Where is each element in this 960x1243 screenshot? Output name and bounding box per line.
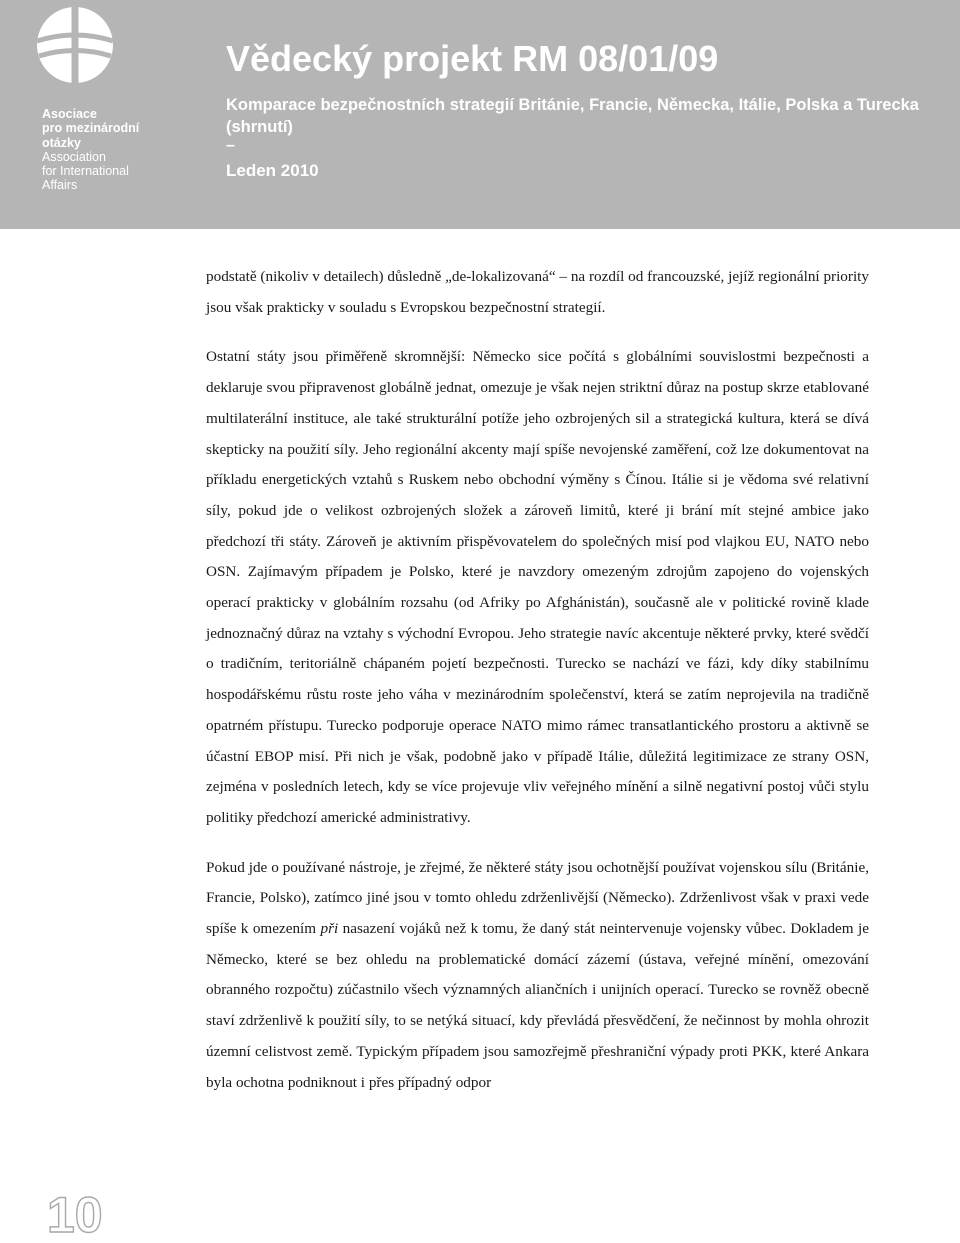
paragraph-text: nasazení vojáků než k tomu, že daný stát neintervenuje vojensky vůbec. Dokladem je Německo, které se bez ohledu na problematické domácí zázemí (ústava, veřejné mínění, omezování obranného rozpočtu) zúčastnilo všech významných aliančních i unijních operací. Turecko se rovněž obecně staví zdrženlivě k použití síly, to se netýká situací, kdy převládá přesvědčení, že nečinnost by mohla ohrozit územní celistvost země. Typickým případem jsou samozřejmě přeshraniční výpady proti PKK, které Ankara byla ochotna podniknout i přes případný odpor <box>206 920 869 1091</box>
main-text <box>206 262 869 1098</box>
org-name-line: otázky <box>42 135 81 150</box>
separator-dash: – <box>226 137 235 154</box>
paragraph: podstatě (nikoliv v detailech) důsledně „de-lokalizovaná“ – na rozdíl od francouzské, jejíž regionální priority jsou však prakticky v souladu s Evropskou bezpečnostní strategií. <box>206 268 869 316</box>
paragraph: Ostatní státy jsou přiměřeně skromnější: Německo sice počítá s globálními souvislostmi bezpečnosti a deklaruje svou připravenost globálně jednat, omezuje je však nejen striktní důraz na postup skrze etablované multilaterální instituce, ale také strukturální potíže jeho ozbrojených sil a strategická kultura, která se dívá skepticky na použití síly. Jeho regionální akcenty mají spíše nevojenské zaměření, což lze dokumentovat na příkladu energetických vztahů s Ruskem nebo obchodní výměny s Čínou. Itálie si je vědoma své relativní síly, pokud jde o velikost ozbrojených složek a zároveň limitů, které ji brání mít stejné ambice jako předchozí tři státy. Zároveň je aktivním přispěvovatelem do společných misí pod vlajkou EU, NATO nebo OSN. Zajímavým případem je Polsko, které je navzdory omezeným zdrojům zapojeno do vojenských operací prakticky v globálním rozsahu (od Afriky po Afghánistán), současně ale v politické rovině klade jednoznačný důraz na vztahy s východní Evropou. Jeho strategie navíc akcentuje některé prvky, které svědčí o tradičním, teritoriálně chápaném pojetí bezpečnosti. Turecko se nachází ve fázi, kdy díky stabilnímu hospodářskému růstu roste jeho váha v mezinárodním společenství, která se zatím neprojevila na tradičně opatrném přístupu. Turecko podporuje operace NATO mimo rámec transatlantického prostoru a aktivně se účastní EBOP misí. Při nich je však, podobně jako v případě Itálie, důležitá legitimizace ze strany OSN, zejména v posledních letech, kdy se více projevuje vliv veřejného mínění a silně negativní postoj vůči stylu politiky předchozí americké administrativy. <box>206 348 869 826</box>
page-number: 10 <box>47 1187 103 1243</box>
header-banner <box>0 0 960 229</box>
globe-logo-icon <box>34 4 116 86</box>
paragraph <box>206 853 869 1099</box>
org-name-line: pro mezinárodní <box>42 121 140 136</box>
document-date: Leden 2010 <box>226 161 319 180</box>
organization-name <box>42 107 192 193</box>
org-name-line: Asociace <box>42 107 97 121</box>
org-name-line: Affairs <box>42 178 78 193</box>
document-subtitle: Komparace bezpečnostních strategií Británie, Francie, Německa, Itálie, Polska a Turecka (shrnutí) <box>226 96 919 136</box>
paragraph-text: Pokud jde o používané nástroje, je zřejmé, že některé státy jsou ochotnější používat vojenskou sílu (Británie, Francie, Polsko), zatímco jiné jsou v tomto ohledu zdrženlivější (Německo). Zdrženlivost však v praxi vede spíše k omezením <box>206 858 869 938</box>
document-title: Vědecký projekt RM 08/01/09 <box>226 38 719 79</box>
org-name-line: for International <box>42 164 129 179</box>
emphasis-text: při <box>320 920 339 938</box>
org-name-line: Association <box>42 149 106 164</box>
